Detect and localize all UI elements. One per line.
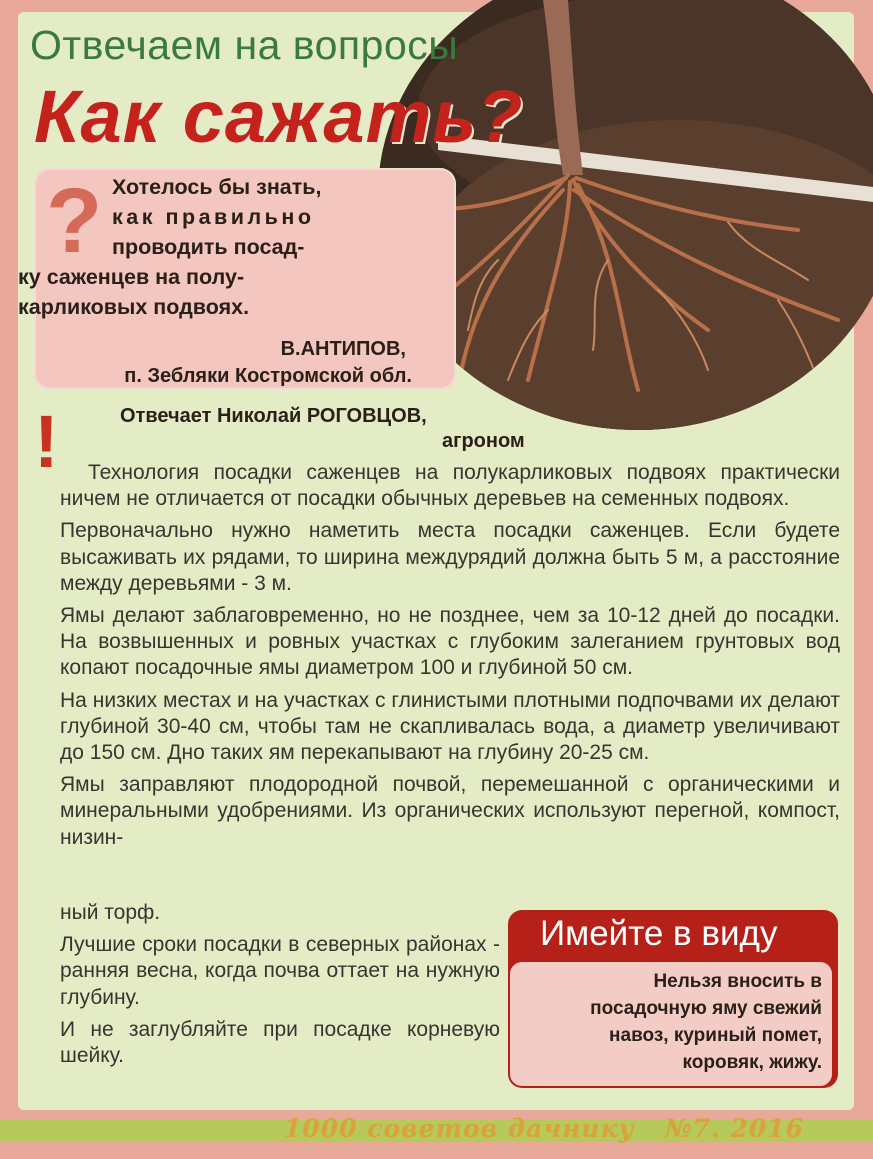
- issue-number: №7. 2016: [664, 1114, 805, 1143]
- question-signature: [40, 336, 412, 390]
- tip-line: Нельзя вносить в: [653, 971, 822, 992]
- article-paragraph: Ямы делают заблаговременно, но не позднее, чем за 10-12 дней до посадки. На возвышенных и ровных участках с глубоким залеганием грунтовых вод копают посадочные ямы диаметром 100 и глубиной 50 см.: [60, 604, 840, 680]
- publication-name: 1000 советов дачнику: [284, 1114, 635, 1143]
- question-line: ку саженцев на полу-: [18, 265, 245, 289]
- tip-line: навоз, куриный помет,: [609, 1025, 822, 1046]
- article-body: [60, 460, 840, 857]
- question-line: проводить посад-: [112, 235, 305, 259]
- tip-line: посадочную яму свежий: [590, 998, 822, 1019]
- question-text: [18, 172, 376, 322]
- article-paragraph: Ямы заправляют плодородной почвой, перемешанной с органическими и минеральными удобрениями. Из органических используют перегной, компост, низин-: [60, 773, 840, 849]
- answerer-name: Отвечает Николай РОГОВЦОВ,: [120, 405, 427, 427]
- exclamation-mark-icon: !: [34, 400, 59, 483]
- question-author: В.АНТИПОВ,: [280, 338, 406, 360]
- article-paragraph: Лучшие сроки посадки в северных районах - ранняя весна, когда почва оттает на нужную глубину.: [60, 933, 500, 1009]
- article-paragraph: ный торф.: [60, 901, 161, 924]
- section-kicker: Отвечаем на вопросы: [30, 22, 459, 68]
- question-mark-icon: ?: [46, 170, 103, 272]
- question-location: п. Зебляки Костромской обл.: [124, 365, 412, 387]
- footer: [284, 1114, 804, 1143]
- page-title: Как сажать?: [34, 75, 524, 158]
- answerer-role: агроном: [442, 430, 525, 452]
- question-line: Хотелось бы знать,: [112, 175, 322, 199]
- article-body-narrow: [60, 900, 500, 1075]
- article-paragraph: И не заглубляйте при посадке корневую шейку.: [60, 1017, 500, 1068]
- tip-title: Имейте в виду: [540, 914, 778, 953]
- tip-text: [516, 968, 822, 1076]
- question-line: карликовых подвоях.: [18, 295, 250, 319]
- article-paragraph: Технология посадки саженцев на полукарликовых подвоях практически ничем не отличается от посадки обычных деревьев на семенных подвоях.: [60, 461, 840, 511]
- article-paragraph: Первоначально нужно наметить места посадки саженцев. Если будете высаживать их рядами, то ширина междурядий должна быть 5 м, а расстояние между деревьями - 3 м.: [60, 519, 840, 595]
- tip-line: коровяк, жижу.: [682, 1052, 822, 1073]
- article-paragraph: На низких местах и на участках с глинистыми плотными подпочвами их делают глубиной 30-40 см, чтобы там не скапливалась вода, а диаметр увеличивают до 150 см. Дно таких ям перекапывают на глубину 20-25 см.: [60, 688, 840, 765]
- question-line: как правильно: [112, 205, 315, 229]
